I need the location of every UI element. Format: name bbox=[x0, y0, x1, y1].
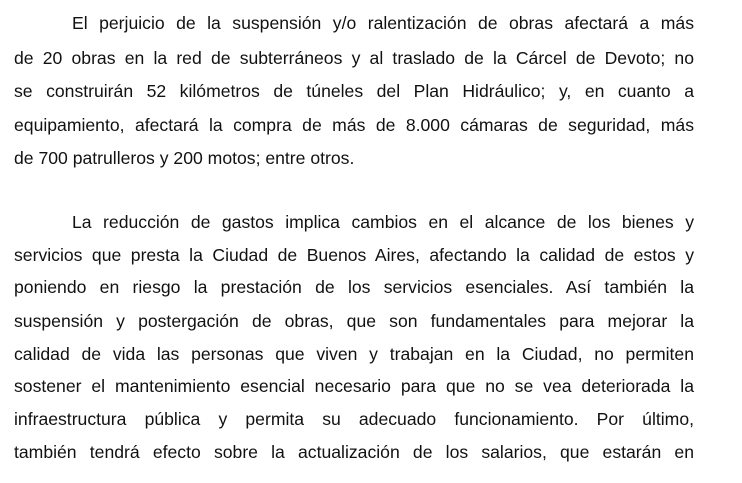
paragraph-1-line-1: El perjuicio de la suspensión y/o ralentización de obras afectará a más bbox=[72, 13, 694, 33]
paragraph-2-line-5: calidad de vida las personas que viven y trabajan en la Ciudad, no permiten bbox=[14, 344, 694, 364]
paragraph-2-line-3: poniendo en riesgo la prestación de los servicios esenciales. Así también la bbox=[14, 277, 694, 297]
paragraph-2-line-8: también tendrá efecto sobre la actualización de los salarios, que estarán en bbox=[14, 442, 694, 462]
paragraph-1-line-4: equipamiento, afectará la compra de más de 8.000 cámaras de seguridad, más bbox=[14, 115, 694, 135]
paragraph-1-line-2: de 20 obras en la red de subterráneos y al traslado de la Cárcel de Devoto; no bbox=[14, 48, 694, 68]
paragraph-2-line-1: La reducción de gastos implica cambios en el alcance de los bienes y bbox=[72, 212, 694, 232]
paragraph-1-line-5: de 700 patrulleros y 200 motos; entre otros. bbox=[14, 148, 355, 168]
paragraph-2-line-4: suspensión y postergación de obras, que son fundamentales para mejorar la bbox=[14, 311, 694, 331]
paragraph-2-line-2: servicios que presta la Ciudad de Buenos Aires, afectando la calidad de estos y bbox=[14, 245, 694, 265]
paragraph-2-line-7: infraestructura pública y permita su adecuado funcionamiento. Por último, bbox=[14, 409, 694, 429]
paragraph-1-line-3: se construirán 52 kilómetros de túneles del Plan Hidráulico; y, en cuanto a bbox=[14, 81, 694, 101]
paragraph-2-line-6: sostener el mantenimiento esencial necesario para que no se vea deteriorada la bbox=[14, 376, 694, 396]
